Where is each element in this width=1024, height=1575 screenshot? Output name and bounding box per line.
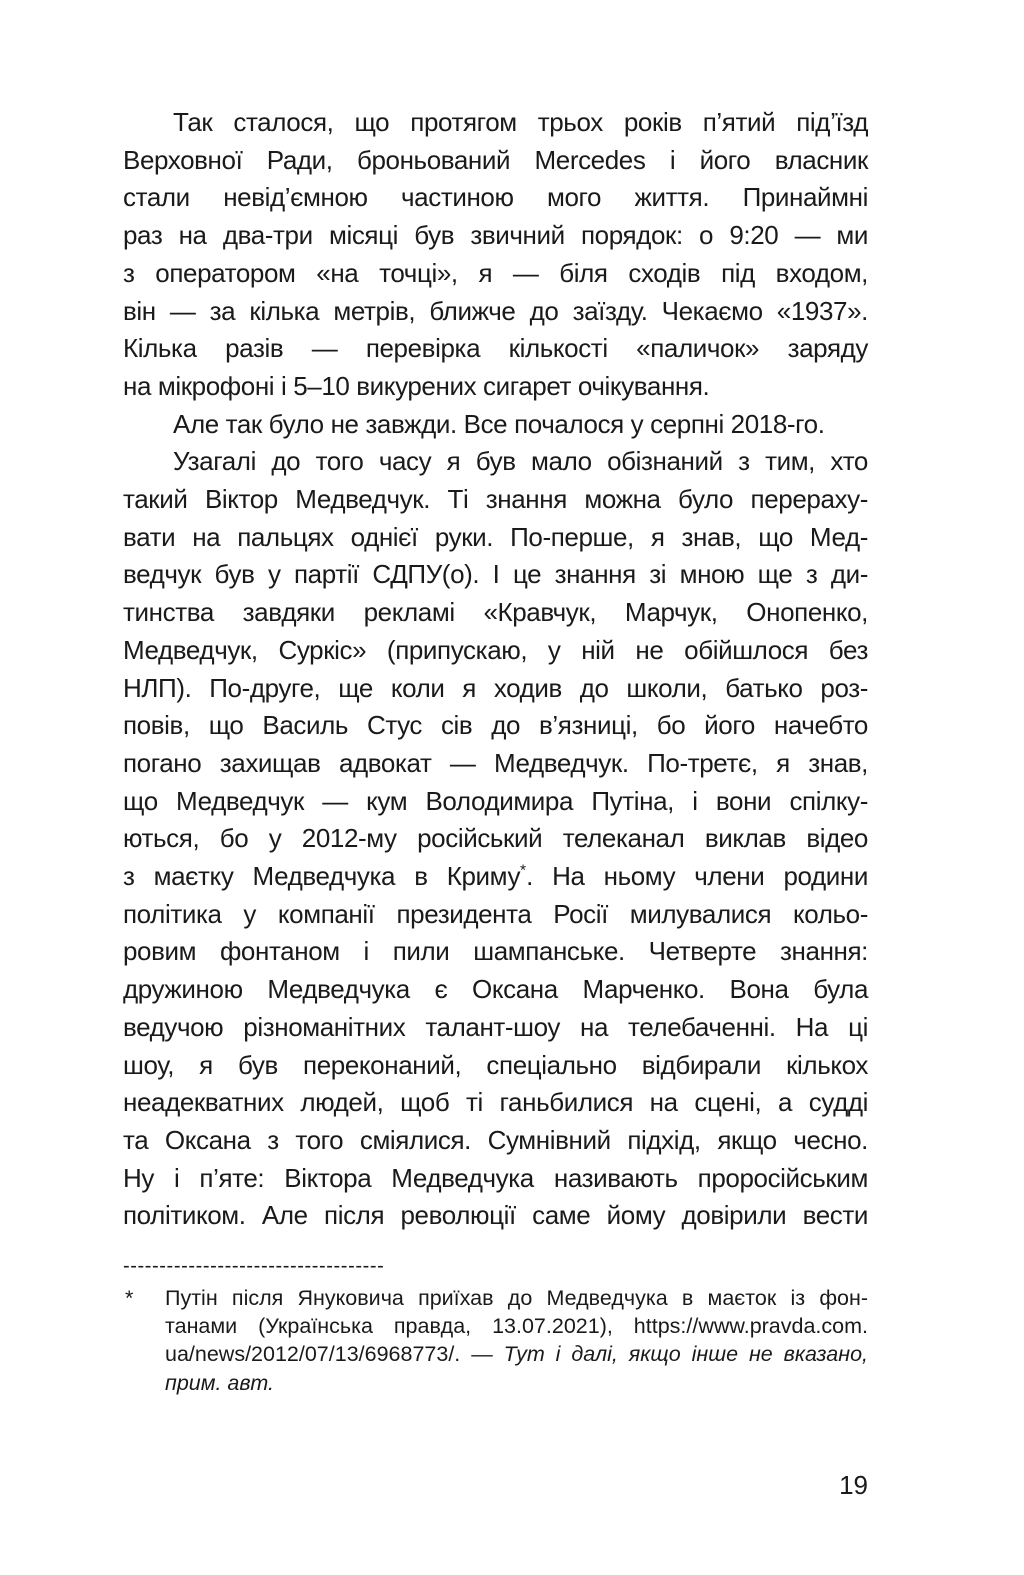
text-line: Верховної Ради, броньований Mercedes і його власник — [123, 144, 868, 175]
text-line: Так сталося, що протягом трьох років п’ятий під’їзд — [173, 107, 868, 137]
text-line: повів, що Василь Стус сів до в’язниці, бо його начебто — [123, 710, 868, 741]
footnote-segment: ua/news/2012/07/13/6968773/. — — [165, 1342, 504, 1367]
footnote-italic-segment: прим. авт. — [165, 1370, 275, 1395]
footnote-reference: * — [520, 862, 527, 880]
text-line: ведучою різноманітних талант-шоу на телебаченні. На ці — [123, 1011, 868, 1042]
text-line: стали невід’ємною частиною мого життя. Принаймні — [123, 182, 868, 213]
text-line: дружиною Медведчука є Оксана Марченко. Вона була — [123, 974, 868, 1005]
footnote-marker: * — [125, 1286, 134, 1310]
footnote-text — [165, 1284, 868, 1397]
text-line: Але так було не завжди. Все почалося у серпні 2018-го. — [173, 408, 825, 439]
text-line: політика у компанії президента Росії милувалися кольо- — [123, 898, 868, 929]
text-line: що Медведчук — кум Володимира Путіна, і вони спілку- — [123, 785, 868, 816]
text-line: ровим фонтаном і пили шампанське. Четверте знання: — [123, 936, 868, 967]
paragraph — [123, 406, 868, 444]
text-line: з оператором «на точці», я — біля сходів під входом, — [123, 257, 868, 288]
footnote-separator: ------------------------------------ — [123, 1255, 385, 1277]
text-line: погано захищав адвокат — Медведчук. По-третє, я знав, — [123, 747, 868, 778]
text-line: НЛП). По-друге, ще коли я ходив до школи, батько роз- — [123, 672, 868, 703]
text-line: він — за кілька метрів, ближче до заїзду. Чекаємо «1937». — [123, 295, 868, 326]
text-line: та Оксана з того сміялися. Сумнівний підхід, якщо чесно. — [123, 1124, 868, 1155]
text-line: Ну і п’яте: Віктора Медведчука називають проросійським — [123, 1162, 868, 1193]
footnote-italic-segment: Тут і далі, якщо інше не вказано, — [503, 1342, 869, 1367]
text-line: на мікрофоні і 5–10 викурених сигарет очікування. — [123, 370, 710, 401]
text-line: з маєтку Медведчука в Криму*. На ньому члени родини — [123, 861, 868, 892]
page-number: 19 — [839, 1470, 868, 1500]
text-line: раз на два-три місяці був звичний порядок: о 9:20 — ми — [123, 220, 868, 251]
text-line: вати на пальцях однієї руки. По-перше, я знав, що Мед- — [123, 521, 868, 552]
text-line: такий Віктор Медведчук. Ті знання можна було перераху- — [123, 484, 868, 515]
text-line: тинства завдяки рекламі «Кравчук, Марчук, Онопенко, — [123, 597, 868, 628]
footnote-line — [165, 1284, 868, 1312]
footnote-line — [165, 1369, 868, 1397]
footnote-line — [165, 1340, 868, 1368]
text-line: шоу, я був переконаний, спеціально відбирали кількох — [123, 1049, 868, 1080]
text-line: політиком. Але після революції саме йому довірили вести — [123, 1200, 868, 1231]
paragraph — [123, 104, 868, 406]
text-line: ються, бо у 2012-му російський телеканал виклав відео — [123, 823, 868, 854]
footnote-segment: танами (Українська правда, 13.07.2021), https://www.pravda.com. — [165, 1314, 868, 1339]
text-line: Медведчук, Суркіс» (припускаю, у ній не обійшлося без — [123, 634, 868, 665]
paragraph — [123, 443, 868, 1235]
text-line: Кілька разів — перевірка кількості «паличок» заряду — [123, 333, 868, 364]
footnote — [123, 1284, 868, 1397]
text-line: Узагалі до того часу я був мало обізнаний з тим, хто — [173, 446, 868, 477]
footnote-segment: Путін після Януковича приїхав до Медведчука в маєток із фон- — [165, 1286, 868, 1310]
body-text — [123, 104, 868, 1235]
text-line: неадекватних людей, щоб ті ганьбилися на сцені, а судді — [123, 1087, 868, 1118]
footnote-line — [165, 1312, 868, 1340]
text-line: ведчук був у партії СДПУ(о). І це знання зі мною ще з ди- — [123, 559, 868, 590]
